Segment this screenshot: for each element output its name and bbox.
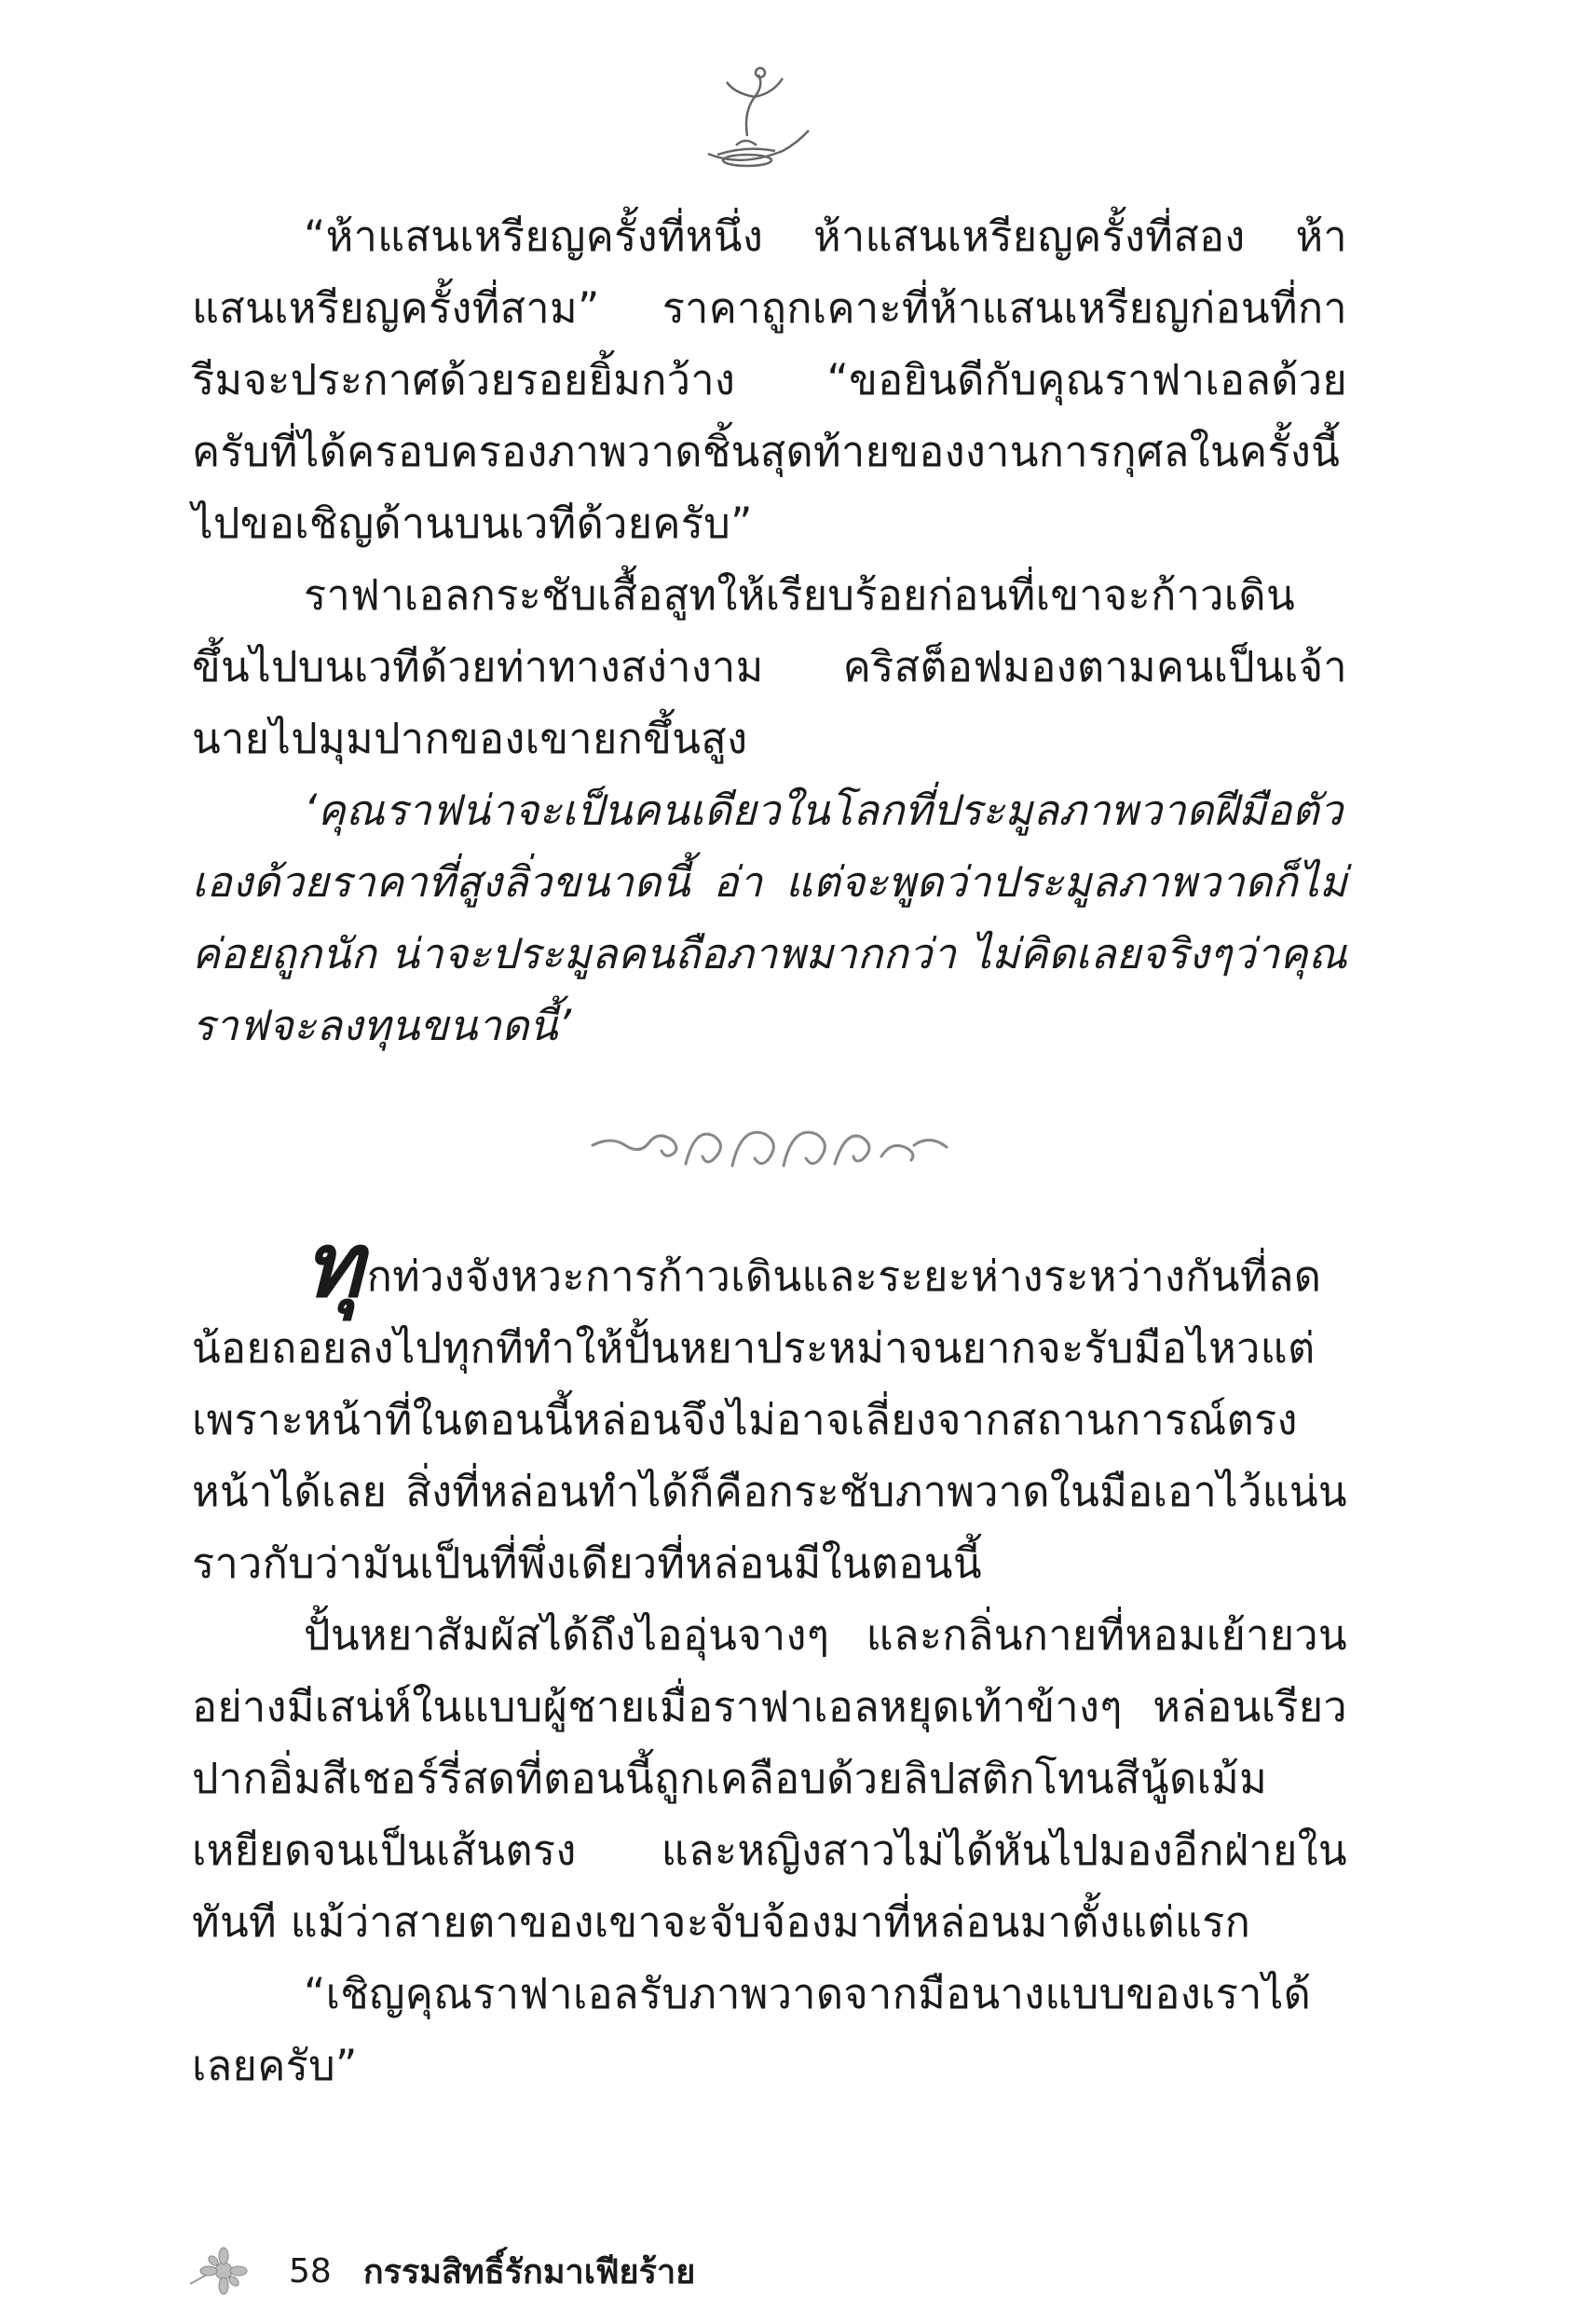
paragraph-italic-thought: ‘คุณราฟน่าจะเป็นคนเดียวในโลกที่ประมูลภาพวาดฝีมือตัวเองด้วยราคาที่สูงลิ่วขนาดนี้ อ่า แต่จะพูดว่าประมูลภาพวาดก็ไม่ค่อยถูกนัก น่าจะประมูลคนถือภาพมากกว่า ไม่คิดเลยจริงๆว่าคุณราฟจะลงทุนขนาดนี้’ (192, 786, 1347, 1050)
page-footer (186, 2238, 695, 2304)
book-title: กรรมสิทธิ์รักมาเฟียร้าย (362, 2252, 696, 2291)
section-divider (192, 1061, 1347, 1229)
scroll-flourish-icon (583, 1108, 956, 1183)
lamp-fairy-ornament-icon (689, 65, 820, 177)
page-body (192, 200, 1347, 2101)
paragraph: ราฟาเอลกระชับเสื้อสูทให้เรียบร้อยก่อนที่เขาจะก้าวเดินขึ้นไปบนเวทีด้วยท่าทางสง่างาม คริสต็อฟมองตามคนเป็นเจ้านายไปมุมปากของเขายกขึ้นสูง (192, 570, 1347, 763)
paragraph: “เชิญคุณราฟาเอลรับภาพวาดจากมือนางแบบของเราได้เลยครับ” (192, 1969, 1312, 2090)
page-number: 58 (289, 2251, 332, 2290)
flower-ornament-icon (186, 2243, 252, 2299)
dropcap: ทุ (304, 1212, 363, 1318)
paragraph: “ห้าแสนเหรียญครั้งที่หนึ่ง ห้าแสนเหรียญครั้งที่สอง ห้าแสนเหรียญครั้งที่สาม” ราคาถูกเคาะที่ห้าแสนเหรียญก่อนที่การีมจะประกาศด้วยรอยยิ้มกว้าง “ขอยินดีกับคุณราฟาเอลด้วยครับที่ได้ครอบครองภาพวาดชิ้นสุดท้ายของงานการกุศลในครั้งนี้ไปขอเชิญด้านบนเวทีด้วยครับ” (192, 212, 1347, 548)
paragraph-dropcap (192, 1212, 1347, 1599)
paragraph: ปั้นหยาสัมผัสได้ถึงไออุ่นจางๆ และกลิ่นกายที่หอมเย้ายวนอย่างมีเสน่ห์ในแบบผู้ชายเมื่อราฟาเอลหยุดเท้าข้างๆ หล่อนเรียวปากอิ่มสีเชอร์รี่สดที่ตอนนี้ถูกเคลือบด้วยลิปสติกโทนสีนู้ดเม้มเหยียดจนเป็นเส้นตรง และหญิงสาวไม่ได้หันไปมองอีกฝ่ายในทันที แม้ว่าสายตาของเขาจะจับจ้องมาที่หล่อนมาตั้งแต่แรก (192, 1610, 1347, 1947)
paragraph-text: กท่วงจังหวะการก้าวเดินและระยะห่างระหว่างกันที่ลดน้อยถอยลงไปทุกทีทำให้ปั้นหยาประหม่าจนยากจะรับมือไหวแต่เพราะหน้าที่ในตอนนี้หล่อนจึงไม่อาจเลี่ยงจากสถานการณ์ตรงหน้าได้เลย สิ่งที่หล่อนทำได้ก็คือกระชับภาพวาดในมือเอาไว้แน่น ราวกับว่ามันเป็นที่พึ่งเดียวที่หล่อนมีในตอนนี้ (192, 1251, 1347, 1588)
